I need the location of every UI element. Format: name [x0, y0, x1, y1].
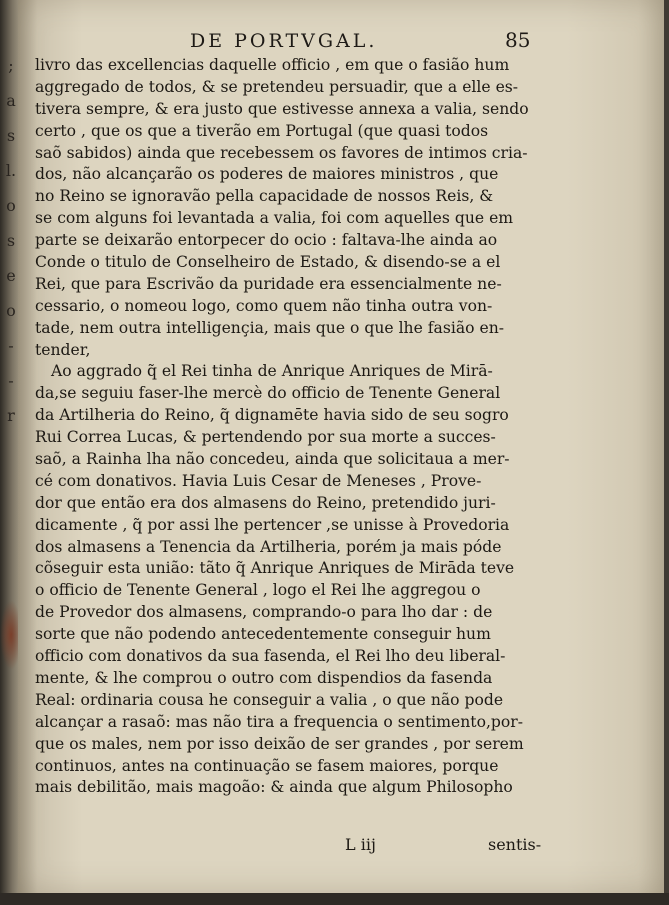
text-line: parte se deixarão entorpecer do ocio : faltava-lhe ainda ao	[35, 231, 498, 250]
text-line: Conde o titulo de Conselheiro de Estado, & disendo-se a el	[35, 253, 501, 272]
text-line: officio com donativos da sua fasenda, el Rei lho deu liberal-	[35, 647, 506, 666]
text-line: cé com donativos. Havia Luis Cesar de Meneses , Prove-	[35, 471, 482, 490]
text-line: mais debilitão, mais magoão: & ainda que algum Philosopho	[35, 778, 513, 797]
margin-fragment: o	[6, 301, 16, 320]
text-line: Real: ordinaria cousa he conseguir a valia , o que não pode	[35, 690, 504, 709]
text-line: cõseguir esta união: tãto q̃ Anrique Anriques de Mirāda teve	[35, 559, 515, 578]
text-line: sorte que não podendo antecedentemente conseguir hum	[35, 625, 491, 644]
catchword: sentis-	[488, 835, 542, 854]
page-bottom-edge	[0, 893, 669, 905]
text-line: se com alguns foi levantada a valia, foi com aquelles que em	[35, 209, 514, 228]
margin-fragment: l.	[5, 161, 17, 180]
page-header	[0, 28, 669, 58]
signature-mark: L iij	[345, 835, 376, 854]
margin-fragment: o	[6, 196, 16, 215]
text-line: Rui Correa Lucas, & pertendendo por sua morte a succes-	[35, 428, 496, 447]
text-line: dicamente , q̃ por assi lhe pertencer ,se unisse à Provedoria	[35, 515, 510, 534]
previous-page-margin	[3, 56, 19, 441]
text-line: alcançar a rasaõ: mas não tira a frequencia o sentimento,por-	[35, 712, 524, 731]
text-line: dos, não alcançarão os poderes de maiores ministros , que	[35, 165, 499, 184]
text-line: Rei, que para Escrivão da puridade era essencialmente ne-	[35, 274, 502, 293]
text-line: da Artilheria do Reino, q̃ dignamēte havia sido de seu sogro	[35, 406, 509, 425]
paragraph-start-line: Ao aggrado q̃ el Rei tinha de Anrique Anriques de Mirā-	[51, 362, 493, 381]
page-number: 85	[505, 28, 531, 52]
text-line: tender,	[35, 340, 91, 359]
margin-fragment: ;	[8, 56, 14, 75]
text-line: saõ, a Rainha lha não concedeu, ainda que solicitaua a mer-	[35, 450, 510, 469]
text-line: tivera sempre, & era justo que estivesse annexa a valia, sendo	[35, 99, 529, 118]
text-line: no Reino se ignoravão pella capacidade de nossos Reis, &	[35, 187, 494, 206]
text-line: tade, nem outra intelligençia, mais que o que lhe fasião en-	[35, 318, 505, 337]
text-line: dor que então era dos almasens do Reino, pretendido juri-	[35, 493, 496, 512]
text-line: certo , que os que a tiverão em Portugal (que quasi todos	[35, 121, 489, 140]
margin-fragment: e	[6, 266, 16, 285]
running-head: DE PORTVGAL.	[190, 30, 378, 52]
text-line: que os males, nem por isso deixão de ser grandes , por serem	[35, 734, 524, 753]
text-line: dos almasens a Tenencia da Artilheria, porém ja mais póde	[35, 537, 502, 556]
text-line: da,se seguiu faser-lhe mercè do officio de Tenente General	[35, 384, 501, 403]
margin-fragment: -	[8, 371, 14, 390]
body-text	[35, 55, 535, 799]
text-line: de Provedor dos almasens, comprando-o para lho dar : de	[35, 603, 493, 622]
text-line: continuos, antes na continuação se fasem maiores, porque	[35, 756, 499, 775]
text-line: mente, & lhe comprou o outro com dispendios da fasenda	[35, 668, 493, 687]
margin-fragment: s	[6, 126, 16, 145]
text-line: cessario, o nomeou logo, como quem não tinha outra von-	[35, 296, 493, 315]
text-line: livro das excellencias daquelle officio , em que o fasião hum	[35, 56, 510, 74]
text-line: saõ sabidos) ainda que recebessem os favores de intimos cria-	[35, 143, 528, 162]
margin-fragment: r	[7, 406, 15, 425]
margin-fragment: s	[6, 231, 16, 250]
text-line: aggregado de todos, & se pretendeu persuadir, que a elle es-	[35, 77, 519, 96]
text-line: o officio de Tenente General , logo el Rei lhe aggregou o	[35, 581, 481, 600]
margin-fragment: a	[6, 91, 16, 110]
margin-fragment: -	[8, 336, 14, 355]
page-footer	[0, 835, 669, 859]
